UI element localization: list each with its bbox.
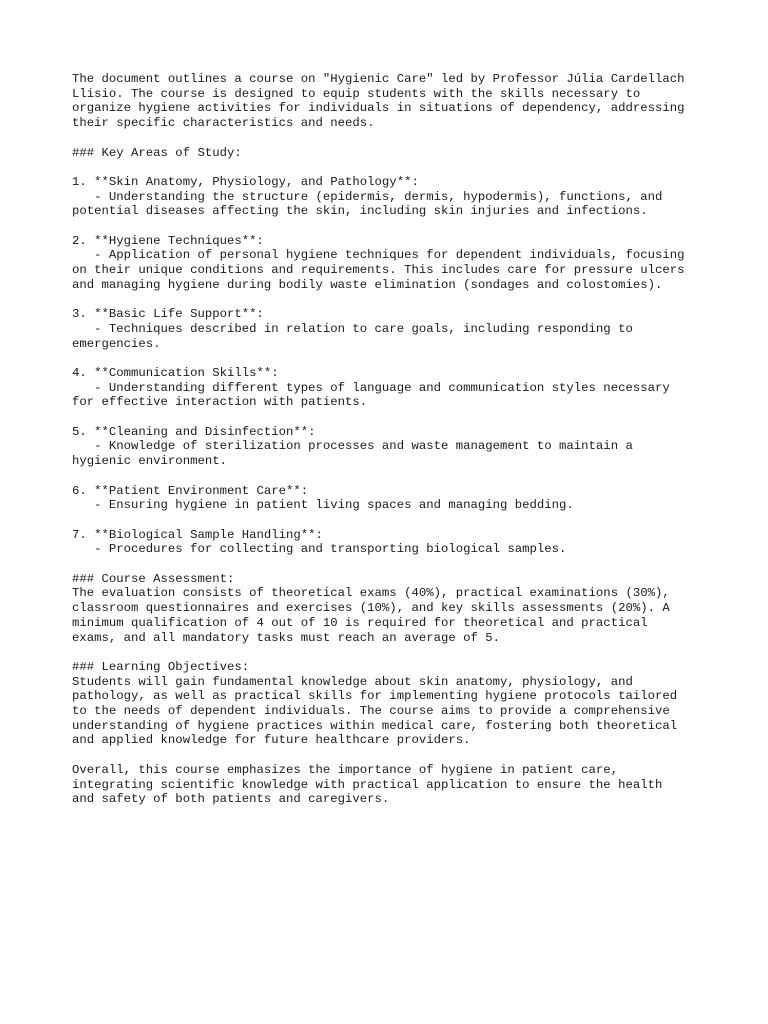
key-area-item (72, 366, 702, 410)
text-line: exams, and all mandatory tasks must reach an average of 5. (72, 630, 501, 645)
key-area-item (72, 484, 702, 513)
text-line: for effective interaction with patients. (72, 395, 368, 410)
spacer (72, 160, 702, 175)
spacer (72, 410, 702, 425)
key-area-title: 5. **Cleaning and Disinfection**: (72, 424, 316, 439)
text-line: The document outlines a course on "Hygienic Care" led by Professor Júlia Cardellach (72, 72, 685, 86)
text-line: - Understanding the structure (epidermis, dermis, hypodermis), functions, and (72, 189, 663, 204)
key-area-title: 6. **Patient Environment Care**: (72, 483, 309, 498)
spacer (72, 645, 702, 660)
text-line: emergencies. (72, 336, 161, 351)
text-line: - Understanding different types of language and communication styles necessary (72, 380, 670, 395)
spacer (72, 219, 702, 234)
document-page (72, 72, 702, 807)
text-line: - Techniques described in relation to care goals, including responding to (72, 321, 633, 336)
key-area-title: 2. **Hygiene Techniques**: (72, 233, 264, 248)
text-line: integrating scientific knowledge with practical application to ensure the health (72, 777, 663, 792)
text-line: organize hygiene activities for individuals in situations of dependency, addressing (72, 101, 685, 116)
text-line: The evaluation consists of theoretical exams (40%), practical examinations (30%), (72, 586, 670, 601)
text-line: understanding of hygiene practices within medical care, fostering both theoretical (72, 718, 678, 733)
key-area-item (72, 234, 702, 293)
key-area-title: 4. **Communication Skills**: (72, 365, 279, 380)
key-area-item (72, 528, 702, 557)
text-line: and managing hygiene during bodily waste elimination (sondages and colostomies). (72, 277, 663, 292)
assessment-heading: ### Course Assessment: (72, 571, 235, 586)
conclusion-paragraph (72, 763, 702, 807)
key-area-title: 3. **Basic Life Support**: (72, 307, 264, 322)
spacer (72, 351, 702, 366)
text-line: - Procedures for collecting and transporting biological samples. (72, 542, 567, 557)
text-line: on their unique conditions and requirements. This includes care for pressure ulcers (72, 263, 685, 278)
key-area-item (72, 425, 702, 469)
text-line: - Ensuring hygiene in patient living spaces and managing bedding. (72, 498, 574, 513)
intro-paragraph (72, 72, 702, 131)
text-line: classroom questionnaires and exercises (10%), and key skills assessments (20%). A (72, 601, 670, 616)
text-line: and safety of both patients and caregivers. (72, 792, 390, 807)
text-line: Students will gain fundamental knowledge about skin anatomy, physiology, and (72, 674, 633, 689)
spacer (72, 469, 702, 484)
text-line: - Application of personal hygiene techniques for dependent individuals, focusing (72, 248, 685, 263)
spacer (72, 513, 702, 528)
key-area-title: 1. **Skin Anatomy, Physiology, and Pathology**: (72, 174, 419, 189)
text-line: hygienic environment. (72, 454, 227, 469)
spacer (72, 131, 702, 146)
text-line: minimum qualification of 4 out of 10 is required for theoretical and practical (72, 615, 648, 630)
text-line: - Knowledge of sterilization processes and waste management to maintain a (72, 439, 633, 454)
objectives-heading: ### Learning Objectives: (72, 659, 250, 674)
text-line: Llisio. The course is designed to equip students with the skills necessary to (72, 86, 641, 101)
spacer (72, 293, 702, 308)
key-area-item (72, 307, 702, 351)
assessment-section (72, 572, 702, 646)
spacer (72, 748, 702, 763)
text-line: to the needs of dependent individuals. The course aims to provide a comprehensive (72, 704, 670, 719)
spacer (72, 557, 702, 572)
key-area-title: 7. **Biological Sample Handling**: (72, 527, 323, 542)
text-line: pathology, as well as practical skills for implementing hygiene protocols tailored (72, 689, 678, 704)
key-areas-heading: ### Key Areas of Study: (72, 145, 242, 160)
text-line: their specific characteristics and needs. (72, 116, 375, 131)
key-area-item (72, 175, 702, 219)
text-line: and applied knowledge for future healthcare providers. (72, 733, 471, 748)
objectives-section (72, 660, 702, 748)
text-line: Overall, this course emphasizes the importance of hygiene in patient care, (72, 762, 619, 777)
text-line: potential diseases affecting the skin, including skin injuries and infections. (72, 204, 648, 219)
